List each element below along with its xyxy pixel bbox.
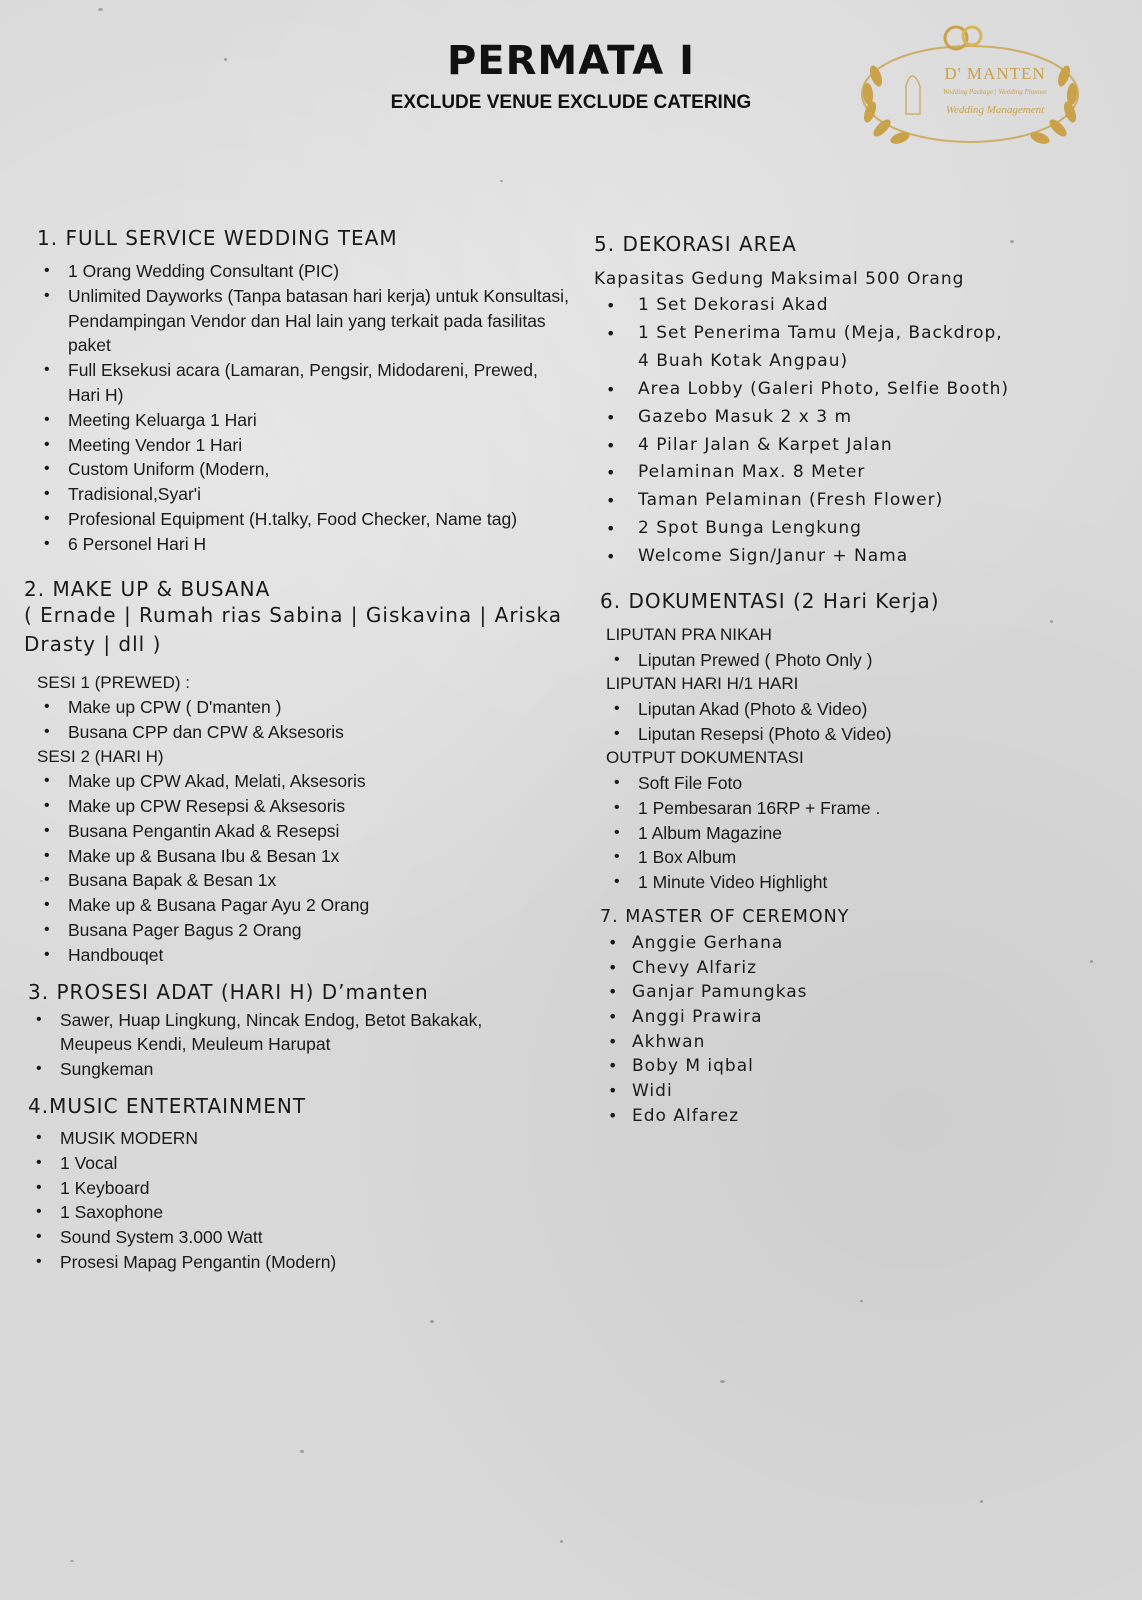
list-item: • Liputan Resepsi (Photo & Video) (594, 722, 1120, 747)
list-item: • 1 Saxophone (16, 1200, 569, 1225)
list-item: • Busana CPP dan CPW & Aksesoris (24, 720, 569, 745)
logo-tagline: Wedding Package | Wedding Planner (942, 88, 1048, 96)
list-item: • 1 Set Dekorasi Akad (606, 292, 1120, 320)
item-list (24, 259, 569, 557)
section-makeup-busana (24, 577, 569, 968)
list-item: • 1 Keyboard (16, 1176, 569, 1201)
list-item: • Make up CPW ( D'manten ) (24, 695, 569, 720)
list-item: • 1 Orang Wedding Consultant (PIC) (24, 259, 569, 284)
list-item: • 1 Album Magazine (594, 821, 1120, 846)
list-item: • Make up & Busana Ibu & Besan 1x (24, 844, 569, 869)
list-item: • Ganjar Pamungkas (600, 980, 1120, 1005)
section-dokumentasi (600, 589, 1120, 895)
item-list (594, 697, 1120, 747)
capacity-text: Kapasitas Gedung Maksimal 500 Orang (594, 269, 965, 289)
right-column (594, 232, 1120, 1129)
list-item: • Meeting Keluarga 1 Hari (24, 408, 569, 433)
section-title: 3. PROSESI ADAT (HARI H) D’manten (28, 979, 429, 1004)
list-item: • Anggi Prawira (600, 1005, 1120, 1030)
logo-script: Wedding Management (945, 104, 1045, 116)
item-list (24, 695, 569, 745)
list-item: • Make up & Busana Pagar Ayu 2 Orang (24, 893, 569, 918)
list-item: • Welcome Sign/Janur + Nama (606, 543, 1120, 571)
list-item: • Unlimited Dayworks (Tanpa batasan hari kerja) untuk Konsultasi, Pendampingan Vendor dan Hal lain yang terkait pada fasilitas paket (24, 284, 569, 358)
sesi-label: SESI 1 (PREWED) : (37, 672, 191, 692)
list-item: • 1 Vocal (16, 1151, 569, 1176)
list-item: • 2 Spot Bunga Lengkung (606, 515, 1120, 543)
list-item: • 1 Pembesaran 16RP + Frame . (594, 796, 1120, 821)
section-mc (600, 907, 1120, 1129)
list-item: • Anggie Gerhana (600, 931, 1120, 956)
list-item: • 1 Minute Video Highlight (594, 870, 1120, 895)
list-item: • 1 Box Album (594, 845, 1120, 870)
group-label: LIPUTAN PRA NIKAH (606, 625, 772, 645)
item-list (594, 771, 1120, 895)
list-item: • Prosesi Mapag Pengantin (Modern) (16, 1250, 569, 1275)
list-item: • 6 Personel Hari H (24, 532, 569, 557)
section-title: 5. DEKORASI AREA (594, 232, 797, 256)
item-list (594, 648, 1120, 673)
list-item: • Busana Pengantin Akad & Resepsi (24, 819, 569, 844)
section-dekorasi (594, 232, 1120, 571)
section-title: 4.MUSIC ENTERTAINMENT (28, 1093, 307, 1118)
list-item: • Tradisional,Syar'i (24, 482, 569, 507)
section-title: 6. DOKUMENTASI (2 Hari Kerja) (600, 589, 940, 614)
list-item: • Make up CPW Resepsi & Aksesoris (24, 794, 569, 819)
section-title: 7. MASTER OF CEREMONY (600, 906, 850, 927)
list-item: • Sound System 3.000 Watt (16, 1225, 569, 1250)
item-list (24, 769, 569, 967)
list-item: • Sawer, Huap Lingkung, Nincak Endog, Betot Bakakak, Meupeus Kendi, Meuleum Harupat (16, 1008, 569, 1058)
list-item: • Meeting Vendor 1 Hari (24, 433, 569, 458)
list-item: • Full Eksekusi acara (Lamaran, Pengsir, Midodareni, Prewed, Hari H) (24, 358, 569, 408)
list-item: • Akhwan (600, 1030, 1120, 1055)
list-item: • Liputan Akad (Photo & Video) (594, 697, 1120, 722)
group-label: OUTPUT DOKUMENTASI (606, 748, 804, 768)
section-music (28, 1094, 569, 1275)
list-item: • Busana Bapak & Besan 1x (24, 868, 569, 893)
list-item: • Liputan Prewed ( Photo Only ) (594, 648, 1120, 673)
left-column (24, 226, 569, 1275)
page-subtitle: EXCLUDE VENUE EXCLUDE CATERING (390, 92, 752, 113)
list-item: • Widi (600, 1079, 1120, 1104)
list-item: • 1 Set Penerima Tamu (Meja, Backdrop, 4 Buah Kotak Angpau) (606, 320, 1120, 376)
section-title: 2. MAKE UP & BUSANA (24, 576, 271, 601)
section-title: 1. FULL SERVICE WEDDING TEAM (37, 226, 398, 250)
list-item: • MUSIK MODERN (16, 1126, 569, 1151)
list-item: • Handbouqet (24, 943, 569, 968)
list-item: • Taman Pelaminan (Fresh Flower) (606, 487, 1120, 515)
section-prosesi-adat (28, 980, 569, 1082)
section-full-service (37, 226, 569, 557)
list-item: • Busana Pager Bagus 2 Orang (24, 918, 569, 943)
list-item: • Edo Alfarez (600, 1104, 1120, 1129)
list-item: • Profesional Equipment (H.talky, Food Checker, Name tag) (24, 507, 569, 532)
list-item: • Boby M iqbal (600, 1054, 1120, 1079)
list-item: • Make up CPW Akad, Melati, Aksesoris (24, 769, 569, 794)
vendor-list: ( Ernade | Rumah rias Sabina | Giskavina | Ariska Drasty | dll ) (24, 602, 563, 656)
group-label: LIPUTAN HARI H/1 HARI (606, 674, 799, 694)
item-list (16, 1008, 569, 1082)
list-item: • 4 Pilar Jalan & Karpet Jalan (606, 432, 1120, 460)
list-item: • Pelaminan Max. 8 Meter (606, 459, 1120, 487)
list-item: • Sungkeman (16, 1057, 569, 1082)
item-list (606, 292, 1120, 571)
list-item: • Area Lobby (Galeri Photo, Selfie Booth) (606, 376, 1120, 404)
page-title: PERMATA I (446, 38, 696, 84)
list-item: • Soft File Foto (594, 771, 1120, 796)
item-list (600, 931, 1120, 1129)
sesi-label: SESI 2 (HARI H) (37, 746, 164, 766)
list-item: • Custom Uniform (Modern, (24, 457, 569, 482)
logo-brand: D' MANTEN (944, 64, 1046, 83)
list-item: • Chevy Alfariz (600, 956, 1120, 981)
item-list (16, 1126, 569, 1275)
list-item: • Gazebo Masuk 2 x 3 m (606, 404, 1120, 432)
logo (858, 14, 1090, 152)
